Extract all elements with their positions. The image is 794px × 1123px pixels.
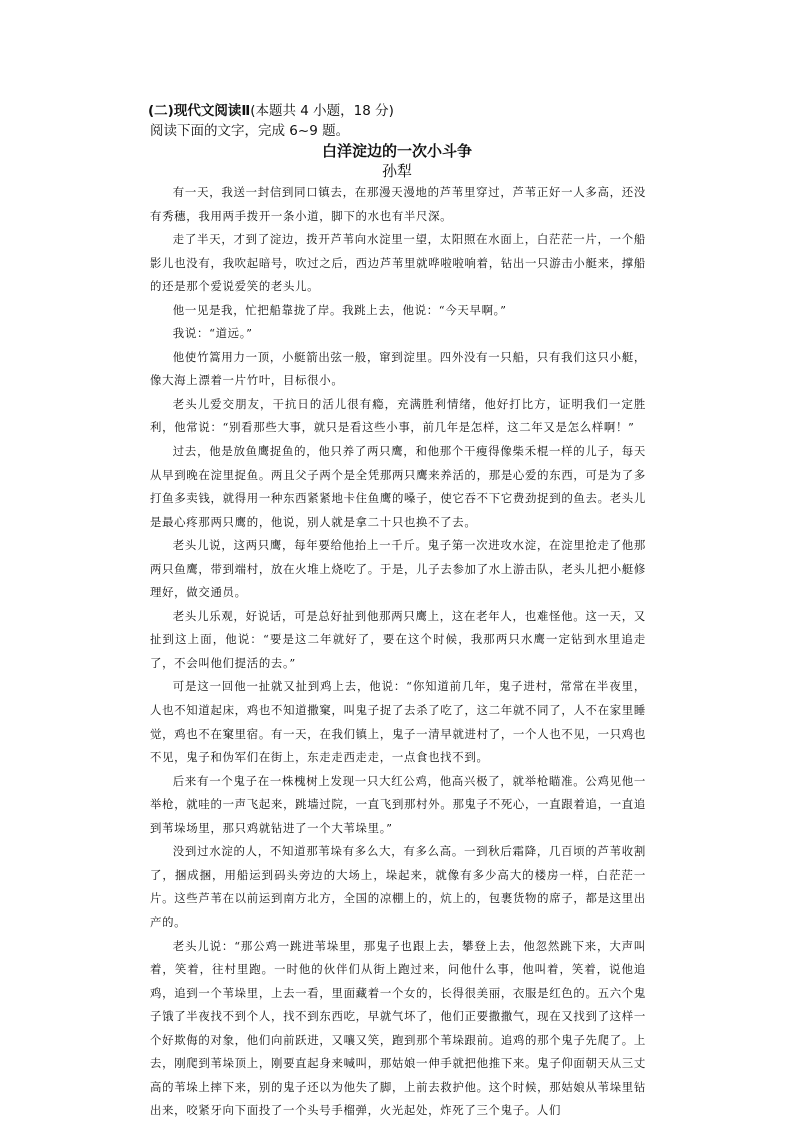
paragraph: 有一天，我送一封信到同口镇去，在那漫天漫地的芦苇里穿过，芦苇正好一人多高，还没有秀穗，我用两手拨开一条小道，脚下的水也有半尺深。 [150, 185, 646, 223]
reading-instruction: 阅读下面的文字，完成 6~9 题。 [150, 123, 350, 139]
paragraph: 过去，他是放鱼鹰捉鱼的，他只养了两只鹰，和他那个干瘦得像柴禾棍一样的儿子，每天从早到晚在淀里捉鱼。两且父子两个是全凭那两只鹰来养活的，那是心爱的东西，可是为了多打鱼多卖钱，就得用一种东西紧紧地卡住鱼鹰的嗓子，使它吞不下它费劲捉到的鱼去。老头儿是最心疼那两只鹰的，他说，别人就是拿二十只也换不了去。 [150, 444, 646, 529]
section-heading [148, 99, 394, 119]
paragraph: 没到过水淀的人，不知道那苇垛有多么大，有多么高。一到秋后霜降，几百顷的芦苇收割了，捆成捆，用船运到码头旁边的大场上，垛起来，就像有多少高大的楼房一样，白茫茫一片。这些芦苇在以前运到南方北方，全国的凉棚上的，炕上的，包裹货物的席子，都是这里出产的。 [150, 844, 646, 929]
paragraph: 老头儿说：“那公鸡一跳进苇垛里，那鬼子也跟上去，攀登上去，他忽然跳下来，大声叫着，笑着，往村里跑。一时他的伙伴们从街上跑过来，问他什么事，他叫着，笑着，说他追鸡，追到一个苇垛里，上去一看，里面藏着一个女的，长得很美丽，衣服是红色的。五六个鬼子饿了半夜找不到个人，找不到东西吃，早就气坏了，他们正要撒撒气，现在又找到了这样一个好欺侮的对象，他们向前跃进，又嚷又笑，跑到那个苇垛跟前。追鸡的那个鬼子先爬了。上去，刚爬到苇垛顶上，刚要直起身来喊叫，那姑娘一伸手就把他推下来。鬼子仰面朝天从三丈高的苇垛上摔下来，别的鬼子还以为他失了脚，上前去救护他。这个时候，那姑娘从苇垛里钻出来，咬紧牙向下面投了一个头号手榴弹，火光起处，炸死了三个鬼子。人们 [150, 938, 646, 1118]
article-body [150, 181, 646, 1123]
paragraph: 我说：“道远。” [172, 326, 253, 341]
paragraph: 他一见是我，忙把船靠拢了岸。我跳上去，他说：“今天早啊。” [172, 302, 507, 317]
paragraph: 老头儿乐观，好说话，可是总好扯到他那两只鹰上，这在老年人，也难怪他。这一天，又扯到这上面，他说：“要是这二年就好了，要在这个时候，我那两只水鹰一定钻到水里追走了，不会叫他们提活的去。” [150, 608, 646, 670]
paragraph: 后来有一个鬼子在一株槐树上发现一只大红公鸡，他高兴极了，就举枪瞄准。公鸡见他一举枪，就哇的一声飞起来，跳墙过院，一直飞到那村外。那鬼子不死心，一直跟着追，一直追到苇垛场里，那只鸡就钻进了一个大苇垛里。” [150, 773, 646, 835]
paragraph: 老头儿说，这两只鹰，每年要给他抬上一千斤。鬼子第一次进攻水淀，在淀里抢走了他那两只鱼鹰，带到端村，放在火堆上烧吃了。于是，儿子去参加了水上游击队，老头儿把小艇修理好，做交通员。 [150, 538, 646, 600]
section-heading-note: (本题共 4 小题，18 分) [250, 103, 394, 119]
section-heading-title: (二)现代文阅读Ⅱ [148, 103, 251, 119]
paragraph: 老头儿爱交朋友，干抗日的活儿很有瘾，充满胜利情绪，他好打比方，证明我们一定胜利，他常说：“别看那些大事，就只是看这些小事，前几年是怎样，这二年又是怎么样啊！” [150, 396, 646, 435]
paragraph: 可是这一回他一扯就又扯到鸡上去，他说：“你知道前几年，鬼子进村，常常在半夜里，人也不知道起床，鸡也不知道撒窠，叫鬼子捉了去杀了吃了，这二年就不同了，人不在家里睡觉，鸡也不在窠里宿。有一天，在我们镇上，鬼子一清早就进村了，一个人也不见，一只鸡也不见，鬼子和伪军们在街上，东走走西走走，一点食也找不到。 [150, 679, 646, 765]
article-title: 白洋淀边的一次小斗争 [321, 142, 472, 160]
article-author: 孙犁 [381, 162, 412, 180]
paragraph: 他使竹篙用力一顶，小艇箭出弦一般，窜到淀里。四外没有一只船，只有我们这只小艇，像大海上漂着一片竹叶，目标很小。 [150, 349, 646, 388]
paragraph: 走了半天，才到了淀边，拨开芦苇向水淀里一望，太阳照在水面上，白茫茫一片，一个船影儿也没有，我吹起暗号，吹过之后，西边芦苇里就哗啦啦响着，钻出一只游击小艇来，撑船的还是那个爱说爱笑的老头儿。 [150, 232, 646, 294]
